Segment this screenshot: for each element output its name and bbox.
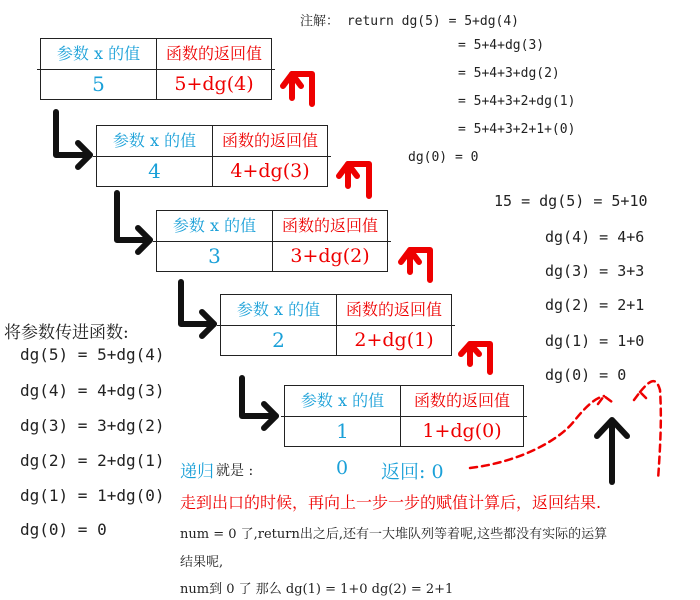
params-title: 将参数传进函数: [4,323,129,343]
note-line-0: 注解： return dg(5) = 5+dg(4) [300,14,520,29]
call-box-2 [220,294,452,356]
param-value: 5 [41,69,157,99]
return-value: 1+dg(0) [422,420,502,442]
note-line-1: = 5+4+dg(3) [458,38,545,53]
param-header: 参数 x 的值 [285,386,401,416]
note-line-3: = 5+4+3+2+dg(1) [458,94,576,109]
explanation: 走到出口的时候，再向上一步一步的赋值计算后，返回结果. [180,493,602,512]
calc-line-1: dg(4) = 4+6 [545,228,645,246]
param-value: 1 [285,416,401,446]
calc-line-4: dg(1) = 1+0 [545,332,645,350]
calc-line-2: dg(3) = 3+3 [545,262,645,280]
black-up-arrow [597,420,627,482]
note-line-2: = 5+4+3+dg(2) [458,66,560,81]
note-line-4: = 5+4+3+2+1+(0) [458,122,576,137]
calc-line-0: 15 = dg(5) = 5+10 [494,192,648,210]
calc-line-5: dg(0) = 0 [545,366,627,384]
params-line-0: dg(5) = 5+dg(4) [20,345,165,364]
recursion-return: 返回: 0 [381,461,444,483]
return-value: 3+dg(2) [290,245,370,267]
return-value: 2+dg(1) [354,329,434,351]
params-line-1: dg(4) = 4+dg(3) [20,381,165,400]
footer-line-1: num = 0 了,return出之后,还有一大堆队列等着呢,这些都没有实际的运算 [180,527,608,542]
return-header: 函数的返回值 [345,300,442,319]
call-box-5 [40,38,272,100]
note-line-5: dg(0) = 0 [408,150,479,165]
param-header: 参数 x 的值 [41,39,157,69]
footer-line-2: 结果呢, [180,555,224,570]
return-header: 函数的返回值 [281,216,378,235]
call-box-3 [156,210,388,272]
red-arrow-3 [401,250,430,280]
recursion-label: 递归 [180,462,214,482]
red-arrow-2 [339,164,369,196]
params-line-2: dg(3) = 3+dg(2) [20,416,165,435]
return-header: 函数的返回值 [165,44,262,63]
param-header: 参数 x 的值 [221,295,337,325]
black-arrow-4 [242,378,276,428]
param-header: 参数 x 的值 [157,211,273,241]
params-line-4: dg(1) = 1+dg(0) [20,486,165,505]
call-box-1 [284,385,524,447]
recursion-zero: 0 [336,457,349,479]
black-arrow-2 [117,193,150,252]
calc-line-3: dg(2) = 2+1 [545,296,645,314]
params-line-5: dg(0) = 0 [20,520,107,539]
param-value: 2 [221,325,337,355]
return-value: 5+dg(4) [174,73,254,95]
call-box-4 [96,125,328,187]
param-value: 4 [97,156,213,186]
red-arrow-1 [283,74,312,104]
black-arrow-3 [181,282,214,336]
return-value: 4+dg(3) [230,160,310,182]
param-header: 参数 x 的值 [97,126,213,156]
param-value: 3 [157,241,273,271]
recursion-label-suffix: 就是 : [216,463,254,479]
return-header: 函数的返回值 [221,131,318,150]
red-arrow-4 [461,344,490,372]
params-line-3: dg(2) = 2+dg(1) [20,451,165,470]
footer-line-3: num到 0 了 那么 dg(1) = 1+0 dg(2) = 2+1 [180,582,454,597]
return-header: 函数的返回值 [413,391,510,410]
black-arrow-1 [56,112,90,167]
